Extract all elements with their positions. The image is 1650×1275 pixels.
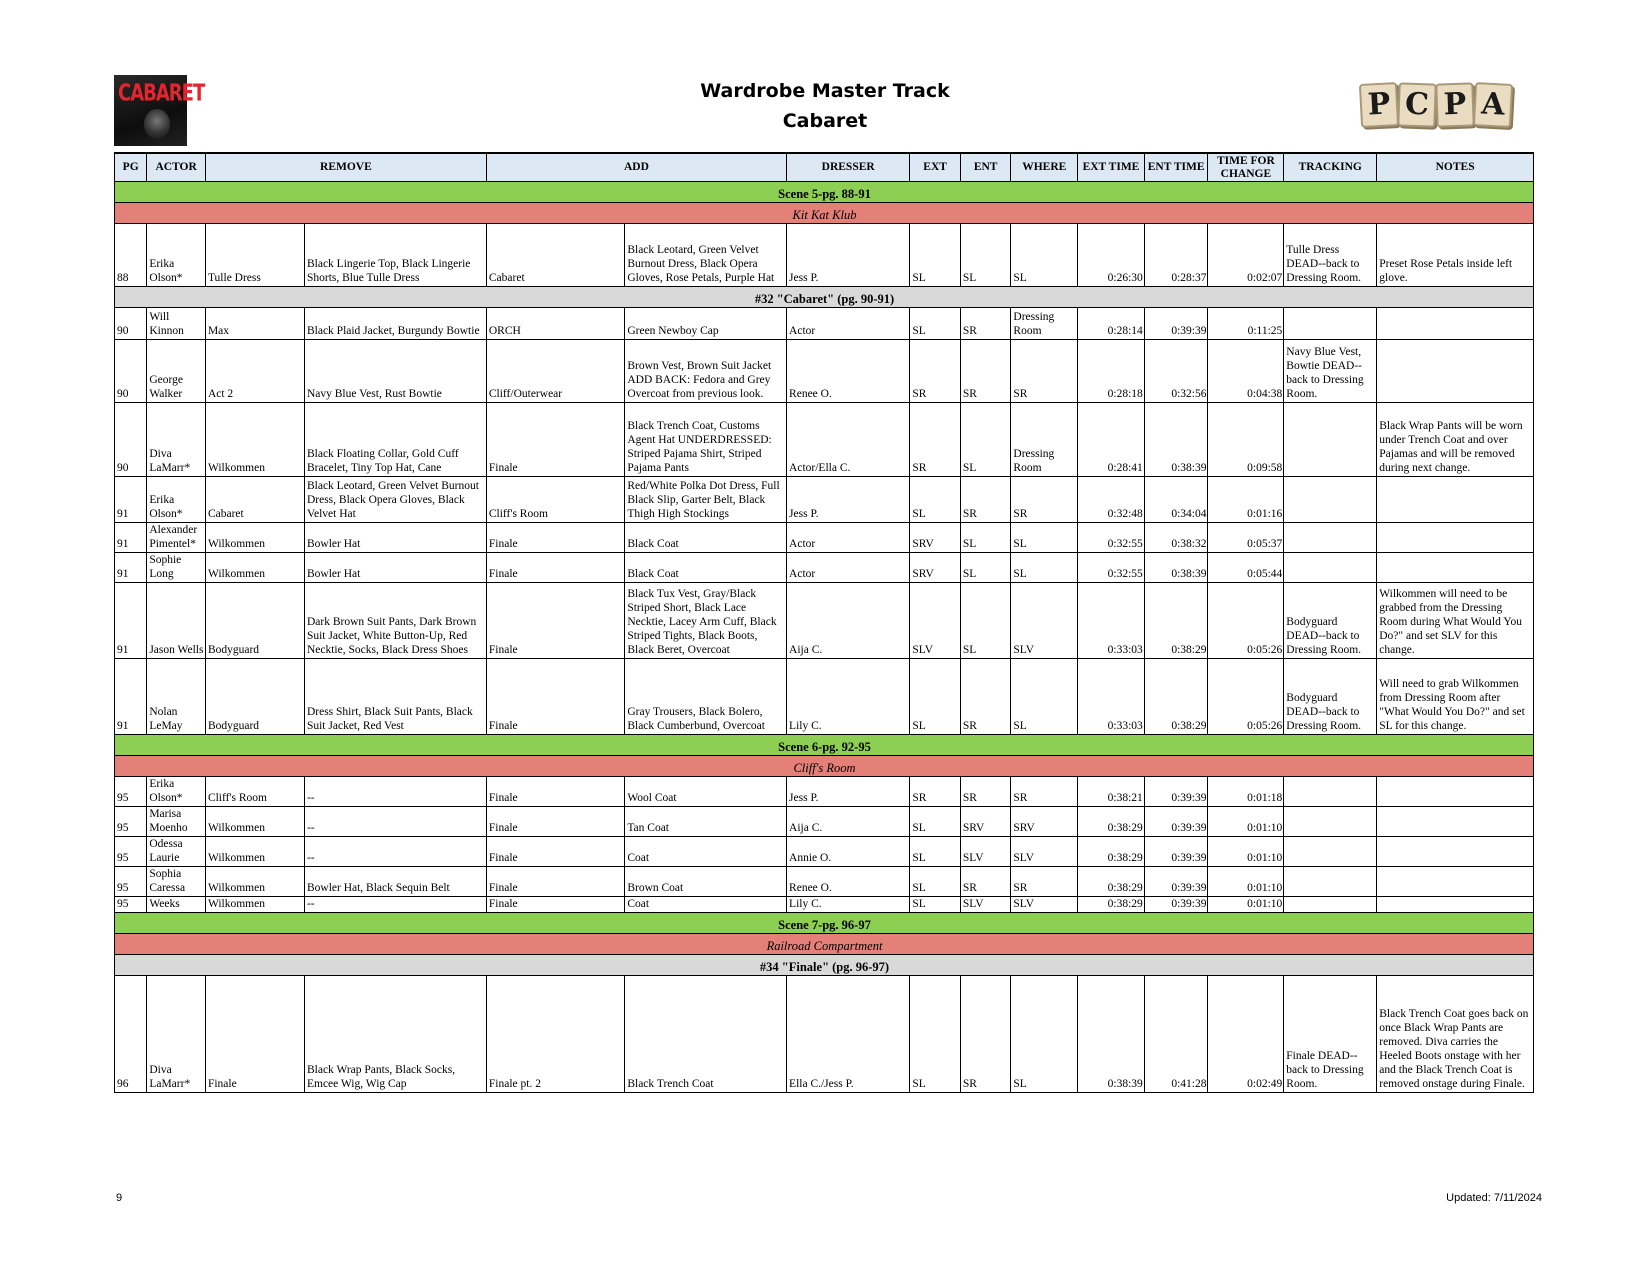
cell-dresser: Actor/Ella C. [787, 403, 910, 477]
cell-time-for-change: 0:11:25 [1208, 308, 1284, 340]
cell-add: Green Newboy Cap [625, 308, 787, 340]
cell-dresser: Actor [787, 523, 910, 553]
cell-add-to: Cliff/Outerwear [486, 340, 624, 403]
pcpa-logo [1360, 83, 1510, 129]
cell-actor: Erika Olson* [147, 477, 206, 523]
cell-ent: SR [960, 340, 1011, 403]
song-heading: #34 "Finale" (pg. 96-97) [115, 955, 1534, 976]
cell-dresser: Renee O. [787, 867, 910, 897]
cell-remove: Black Plaid Jacket, Burgundy Bowtie [304, 308, 486, 340]
cell-add: Tan Coat [625, 807, 787, 837]
table-row [115, 583, 1534, 659]
location-heading: Kit Kat Klub [115, 203, 1534, 224]
cell-tracking [1284, 403, 1377, 477]
cabaret-logo-text: CABARET [118, 79, 205, 108]
cell-remove: -- [304, 897, 486, 913]
cell-ent: SL [960, 553, 1011, 583]
cell-tracking [1284, 553, 1377, 583]
cell-ext: SL [910, 867, 961, 897]
cell-tracking [1284, 807, 1377, 837]
column-header-where: WHERE [1011, 153, 1078, 182]
cell-remove-from: Act 2 [205, 340, 304, 403]
cell-remove-from: Wilkommen [205, 553, 304, 583]
cell-pg: 95 [115, 837, 147, 867]
cell-remove-from: Tulle Dress [205, 224, 304, 287]
cell-actor: Sophia Caressa [147, 867, 206, 897]
cell-time-for-change: 0:05:26 [1208, 583, 1284, 659]
table-row [115, 777, 1534, 807]
table-row [115, 867, 1534, 897]
cell-where: SL [1011, 553, 1078, 583]
cell-ent-time: 0:39:39 [1144, 867, 1208, 897]
cell-where: SLV [1011, 897, 1078, 913]
cell-add: Black Coat [625, 553, 787, 583]
cell-notes: Wilkommen will need to be grabbed from the Dressing Room during What Would You Do?" and set SLV for this change. [1377, 583, 1534, 659]
cell-ext-time: 0:32:55 [1078, 553, 1145, 583]
cell-ext: SL [910, 659, 961, 735]
cell-add: Coat [625, 837, 787, 867]
cell-add-to: Finale [486, 897, 624, 913]
cell-ent-time: 0:38:29 [1144, 583, 1208, 659]
cell-add-to: Finale [486, 867, 624, 897]
cell-ext-time: 0:38:29 [1078, 867, 1145, 897]
cell-notes [1377, 477, 1534, 523]
cell-notes: Black Trench Coat goes back on once Black Wrap Pants are removed. Diva carries the Heeled Boots onstage with her and the Black Trench Coat is removed onstage during Finale. [1377, 976, 1534, 1093]
cell-add-to: Finale [486, 553, 624, 583]
cell-actor: Will Kinnon [147, 308, 206, 340]
cell-remove-from: Wilkommen [205, 897, 304, 913]
cell-ext: SL [910, 807, 961, 837]
wardrobe-track-table [114, 152, 1534, 1093]
column-header-actor: ACTOR [147, 153, 206, 182]
cell-ent: SRV [960, 807, 1011, 837]
cell-remove: Dark Brown Suit Pants, Dark Brown Suit Jacket, White Button-Up, Red Necktie, Socks, Black Dress Shoes [304, 583, 486, 659]
location-heading: Cliff's Room [115, 756, 1534, 777]
cell-remove: Black Lingerie Top, Black Lingerie Shorts, Blue Tulle Dress [304, 224, 486, 287]
cell-ent-time: 0:41:28 [1144, 976, 1208, 1093]
cell-actor: Diva LaMarr* [147, 403, 206, 477]
location-heading: Railroad Compartment [115, 934, 1534, 955]
cell-remove-from: Cabaret [205, 477, 304, 523]
column-header-add: ADD [486, 153, 786, 182]
cell-dresser: Actor [787, 553, 910, 583]
cell-remove-from: Finale [205, 976, 304, 1093]
cell-add-to: Finale [486, 403, 624, 477]
cell-remove-from: Wilkommen [205, 523, 304, 553]
cell-add-to: Finale [486, 583, 624, 659]
cell-ext-time: 0:33:03 [1078, 583, 1145, 659]
page-number: 9 [116, 1192, 123, 1204]
cell-remove: Bowler Hat [304, 523, 486, 553]
pcpa-logo-tile: P [1435, 82, 1475, 127]
cell-dresser: Annie O. [787, 837, 910, 867]
cell-remove: -- [304, 837, 486, 867]
cell-dresser: Aija C. [787, 807, 910, 837]
cell-actor: George Walker [147, 340, 206, 403]
cell-where: Dressing Room [1011, 308, 1078, 340]
table-row [115, 897, 1534, 913]
cell-where: SL [1011, 659, 1078, 735]
cell-ent-time: 0:39:39 [1144, 807, 1208, 837]
cell-pg: 91 [115, 477, 147, 523]
cell-ent-time: 0:38:39 [1144, 553, 1208, 583]
cell-pg: 91 [115, 523, 147, 553]
cell-ent: SR [960, 867, 1011, 897]
cell-add-to: Finale [486, 659, 624, 735]
location-band-row [115, 756, 1534, 777]
cell-actor: Marisa Moenho [147, 807, 206, 837]
cell-ext-time: 0:38:29 [1078, 837, 1145, 867]
table-row [115, 340, 1534, 403]
table-row [115, 837, 1534, 867]
cell-pg: 96 [115, 976, 147, 1093]
cell-remove: Dress Shirt, Black Suit Pants, Black Suit Jacket, Red Vest [304, 659, 486, 735]
cell-add: Gray Trousers, Black Bolero, Black Cumberbund, Overcoat [625, 659, 787, 735]
cell-notes [1377, 867, 1534, 897]
cell-ent: SR [960, 777, 1011, 807]
cell-dresser: Ella C./Jess P. [787, 976, 910, 1093]
cell-dresser: Jess P. [787, 224, 910, 287]
song-heading: #32 "Cabaret" (pg. 90-91) [115, 287, 1534, 308]
cell-pg: 95 [115, 897, 147, 913]
cell-ext-time: 0:28:14 [1078, 308, 1145, 340]
cell-remove-from: Bodyguard [205, 583, 304, 659]
table-row [115, 403, 1534, 477]
cell-dresser: Lily C. [787, 897, 910, 913]
column-header-time-for-change: TIME FOR CHANGE [1208, 153, 1284, 182]
column-header-ext: EXT [910, 153, 961, 182]
cell-ext: SL [910, 477, 961, 523]
cell-notes [1377, 897, 1534, 913]
table-row [115, 807, 1534, 837]
pcpa-logo-tile: A [1473, 82, 1513, 128]
cell-ent-time: 0:39:39 [1144, 837, 1208, 867]
cell-actor: Erika Olson* [147, 224, 206, 287]
cell-add: Wool Coat [625, 777, 787, 807]
cell-remove: Black Leotard, Green Velvet Burnout Dress, Black Opera Gloves, Black Velvet Hat [304, 477, 486, 523]
cell-add-to: Finale [486, 807, 624, 837]
cell-dresser: Aija C. [787, 583, 910, 659]
cell-time-for-change: 0:04:38 [1208, 340, 1284, 403]
cell-pg: 91 [115, 553, 147, 583]
updated-date: Updated: 7/11/2024 [1446, 1192, 1542, 1204]
cell-notes [1377, 308, 1534, 340]
cell-ent-time: 0:34:04 [1144, 477, 1208, 523]
cell-tracking: Bodyguard DEAD--back to Dressing Room. [1284, 583, 1377, 659]
cell-ent: SLV [960, 897, 1011, 913]
cell-notes: Will need to grab Wilkommen from Dressing Room after "What Would You Do?" and set SL for this change. [1377, 659, 1534, 735]
cell-add: Black Tux Vest, Gray/Black Striped Short, Black Lace Necktie, Lacey Arm Cuff, Black Striped Tights, Black Boots, Black Beret, Overcoat [625, 583, 787, 659]
cell-ent-time: 0:38:32 [1144, 523, 1208, 553]
cell-ext-time: 0:38:29 [1078, 897, 1145, 913]
cell-remove: Bowler Hat [304, 553, 486, 583]
cell-remove-from: Bodyguard [205, 659, 304, 735]
cell-time-for-change: 0:01:10 [1208, 867, 1284, 897]
cell-ent: SLV [960, 837, 1011, 867]
cell-ext-time: 0:26:30 [1078, 224, 1145, 287]
cell-time-for-change: 0:05:44 [1208, 553, 1284, 583]
cell-where: SL [1011, 976, 1078, 1093]
cell-tracking [1284, 837, 1377, 867]
cell-where: SR [1011, 867, 1078, 897]
cell-notes: Black Wrap Pants will be worn under Trench Coat and over Pajamas and will be removed during next change. [1377, 403, 1534, 477]
cell-remove-from: Max [205, 308, 304, 340]
pcpa-logo-tile: C [1397, 82, 1437, 127]
pcpa-logo-tile: P [1359, 82, 1399, 128]
cell-notes [1377, 523, 1534, 553]
location-band-row [115, 203, 1534, 224]
cell-ext-time: 0:32:48 [1078, 477, 1145, 523]
cell-time-for-change: 0:09:58 [1208, 403, 1284, 477]
cell-add-to: ORCH [486, 308, 624, 340]
cell-add: Coat [625, 897, 787, 913]
cell-ext-time: 0:28:41 [1078, 403, 1145, 477]
cell-add-to: Finale [486, 523, 624, 553]
song-band-row [115, 955, 1534, 976]
cell-time-for-change: 0:01:10 [1208, 807, 1284, 837]
cell-tracking [1284, 777, 1377, 807]
scene-band-row [115, 182, 1534, 203]
location-band-row [115, 934, 1534, 955]
cell-add: Black Trench Coat, Customs Agent Hat UNDERDRESSED: Striped Pajama Shirt, Striped Pajama Pants [625, 403, 787, 477]
cell-add-to: Cabaret [486, 224, 624, 287]
cell-actor: Erika Olson* [147, 777, 206, 807]
column-header-pg: PG [115, 153, 147, 182]
table-row [115, 477, 1534, 523]
cell-add: Black Leotard, Green Velvet Burnout Dress, Black Opera Gloves, Rose Petals, Purple Hat [625, 224, 787, 287]
cell-ext-time: 0:33:03 [1078, 659, 1145, 735]
cell-actor: Sophie Long [147, 553, 206, 583]
cell-tracking [1284, 867, 1377, 897]
cell-remove-from: Wilkommen [205, 403, 304, 477]
cell-time-for-change: 0:02:07 [1208, 224, 1284, 287]
cell-ent: SL [960, 403, 1011, 477]
cell-time-for-change: 0:01:10 [1208, 897, 1284, 913]
cell-tracking: Bodyguard DEAD--back to Dressing Room. [1284, 659, 1377, 735]
cell-ext-time: 0:38:39 [1078, 976, 1145, 1093]
cell-dresser: Jess P. [787, 477, 910, 523]
column-header-tracking: TRACKING [1284, 153, 1377, 182]
cell-ext-time: 0:38:21 [1078, 777, 1145, 807]
cell-remove-from: Cliff's Room [205, 777, 304, 807]
cell-tracking [1284, 897, 1377, 913]
cell-ent: SR [960, 659, 1011, 735]
cell-ext: SR [910, 777, 961, 807]
cell-ent-time: 0:39:39 [1144, 897, 1208, 913]
cell-ent: SL [960, 224, 1011, 287]
cell-tracking [1284, 477, 1377, 523]
cell-ent: SR [960, 976, 1011, 1093]
table-row [115, 659, 1534, 735]
cell-add-to: Finale [486, 777, 624, 807]
column-header-ext-time: EXT TIME [1078, 153, 1145, 182]
cell-notes [1377, 807, 1534, 837]
cell-where: SR [1011, 477, 1078, 523]
cell-tracking [1284, 523, 1377, 553]
cell-actor: Nolan LeMay [147, 659, 206, 735]
cell-dresser: Jess P. [787, 777, 910, 807]
table-row [115, 553, 1534, 583]
cell-where: SLV [1011, 837, 1078, 867]
column-header-notes: NOTES [1377, 153, 1534, 182]
cell-ext: SL [910, 897, 961, 913]
cell-pg: 95 [115, 777, 147, 807]
table-header-row [115, 153, 1534, 182]
cell-ext-time: 0:38:29 [1078, 807, 1145, 837]
cell-add: Red/White Polka Dot Dress, Full Black Slip, Garter Belt, Black Thigh High Stockings [625, 477, 787, 523]
cell-add-to: Cliff's Room [486, 477, 624, 523]
cell-ent-time: 0:38:29 [1144, 659, 1208, 735]
cell-remove: -- [304, 807, 486, 837]
cell-ent-time: 0:32:56 [1144, 340, 1208, 403]
cell-pg: 91 [115, 659, 147, 735]
cell-add-to: Finale [486, 837, 624, 867]
document-title: Wardrobe Master Track [700, 80, 950, 102]
cell-ext: SRV [910, 553, 961, 583]
cell-ent: SR [960, 477, 1011, 523]
cell-ent-time: 0:39:39 [1144, 308, 1208, 340]
cell-ext-time: 0:28:18 [1078, 340, 1145, 403]
scene-heading: Scene 5-pg. 88-91 [115, 182, 1534, 203]
cell-add: Black Coat [625, 523, 787, 553]
cell-notes [1377, 777, 1534, 807]
cell-ent: SL [960, 583, 1011, 659]
cell-ext: SL [910, 837, 961, 867]
cell-pg: 90 [115, 340, 147, 403]
document-subtitle: Cabaret [782, 110, 868, 132]
cell-ext: SR [910, 340, 961, 403]
column-header-dresser: DRESSER [787, 153, 910, 182]
cell-remove: Bowler Hat, Black Sequin Belt [304, 867, 486, 897]
cell-notes [1377, 837, 1534, 867]
cell-where: SRV [1011, 807, 1078, 837]
cell-where: SL [1011, 224, 1078, 287]
cell-pg: 90 [115, 403, 147, 477]
cell-add-to: Finale pt. 2 [486, 976, 624, 1093]
table-body [115, 182, 1534, 1093]
cell-pg: 91 [115, 583, 147, 659]
cell-ent-time: 0:39:39 [1144, 777, 1208, 807]
cell-actor: Jason Wells [147, 583, 206, 659]
cell-ent: SL [960, 523, 1011, 553]
cell-actor: Alexander Pimentel* [147, 523, 206, 553]
table-row [115, 976, 1534, 1093]
cell-ext: SL [910, 308, 961, 340]
cell-dresser: Actor [787, 308, 910, 340]
cell-tracking [1284, 308, 1377, 340]
cell-ent-time: 0:28:37 [1144, 224, 1208, 287]
scene-heading: Scene 7-pg. 96-97 [115, 913, 1534, 934]
cell-pg: 95 [115, 867, 147, 897]
cell-add: Black Trench Coat [625, 976, 787, 1093]
cell-time-for-change: 0:05:26 [1208, 659, 1284, 735]
cell-actor: Diva LaMarr* [147, 976, 206, 1093]
column-header-ent-time: ENT TIME [1144, 153, 1208, 182]
cell-ext: SR [910, 403, 961, 477]
cell-where: SLV [1011, 583, 1078, 659]
cell-time-for-change: 0:01:10 [1208, 837, 1284, 867]
cell-ent: SR [960, 308, 1011, 340]
song-band-row [115, 287, 1534, 308]
cell-where: SL [1011, 523, 1078, 553]
cell-time-for-change: 0:05:37 [1208, 523, 1284, 553]
cell-tracking: Finale DEAD--back to Dressing Room. [1284, 976, 1377, 1093]
cell-add: Brown Coat [625, 867, 787, 897]
cell-pg: 88 [115, 224, 147, 287]
cell-actor: Odessa Laurie [147, 837, 206, 867]
table-row [115, 308, 1534, 340]
cell-remove: -- [304, 777, 486, 807]
cell-time-for-change: 0:01:16 [1208, 477, 1284, 523]
cell-ext-time: 0:32:55 [1078, 523, 1145, 553]
cell-ext: SLV [910, 583, 961, 659]
cell-add: Brown Vest, Brown Suit Jacket ADD BACK: Fedora and Grey Overcoat from previous look. [625, 340, 787, 403]
column-header-ent: ENT [960, 153, 1011, 182]
cell-remove-from: Wilkommen [205, 837, 304, 867]
cell-pg: 90 [115, 308, 147, 340]
table-row [115, 523, 1534, 553]
cell-time-for-change: 0:01:18 [1208, 777, 1284, 807]
scene-heading: Scene 6-pg. 92-95 [115, 735, 1534, 756]
cell-remove: Black Wrap Pants, Black Socks, Emcee Wig, Wig Cap [304, 976, 486, 1093]
cell-ext: SL [910, 976, 961, 1093]
cell-where: SR [1011, 340, 1078, 403]
cell-where: Dressing Room [1011, 403, 1078, 477]
cell-remove: Navy Blue Vest, Rust Bowtie [304, 340, 486, 403]
cell-remove-from: Wilkommen [205, 807, 304, 837]
scene-band-row [115, 735, 1534, 756]
cell-tracking: Navy Blue Vest, Bowtie DEAD--back to Dressing Room. [1284, 340, 1377, 403]
cell-where: SR [1011, 777, 1078, 807]
cell-ext: SL [910, 224, 961, 287]
cell-remove-from: Wilkommen [205, 867, 304, 897]
table-row [115, 224, 1534, 287]
column-header-remove: REMOVE [205, 153, 486, 182]
cell-notes [1377, 340, 1534, 403]
cell-time-for-change: 0:02:49 [1208, 976, 1284, 1093]
cell-ent-time: 0:38:39 [1144, 403, 1208, 477]
cell-remove: Black Floating Collar, Gold Cuff Bracelet, Tiny Top Hat, Cane [304, 403, 486, 477]
cell-dresser: Renee O. [787, 340, 910, 403]
cell-tracking: Tulle Dress DEAD--back to Dressing Room. [1284, 224, 1377, 287]
cell-dresser: Lily C. [787, 659, 910, 735]
cell-pg: 95 [115, 807, 147, 837]
cell-notes [1377, 553, 1534, 583]
scene-band-row [115, 913, 1534, 934]
cell-notes: Preset Rose Petals inside left glove. [1377, 224, 1534, 287]
cell-actor: Weeks [147, 897, 206, 913]
cell-ext: SRV [910, 523, 961, 553]
